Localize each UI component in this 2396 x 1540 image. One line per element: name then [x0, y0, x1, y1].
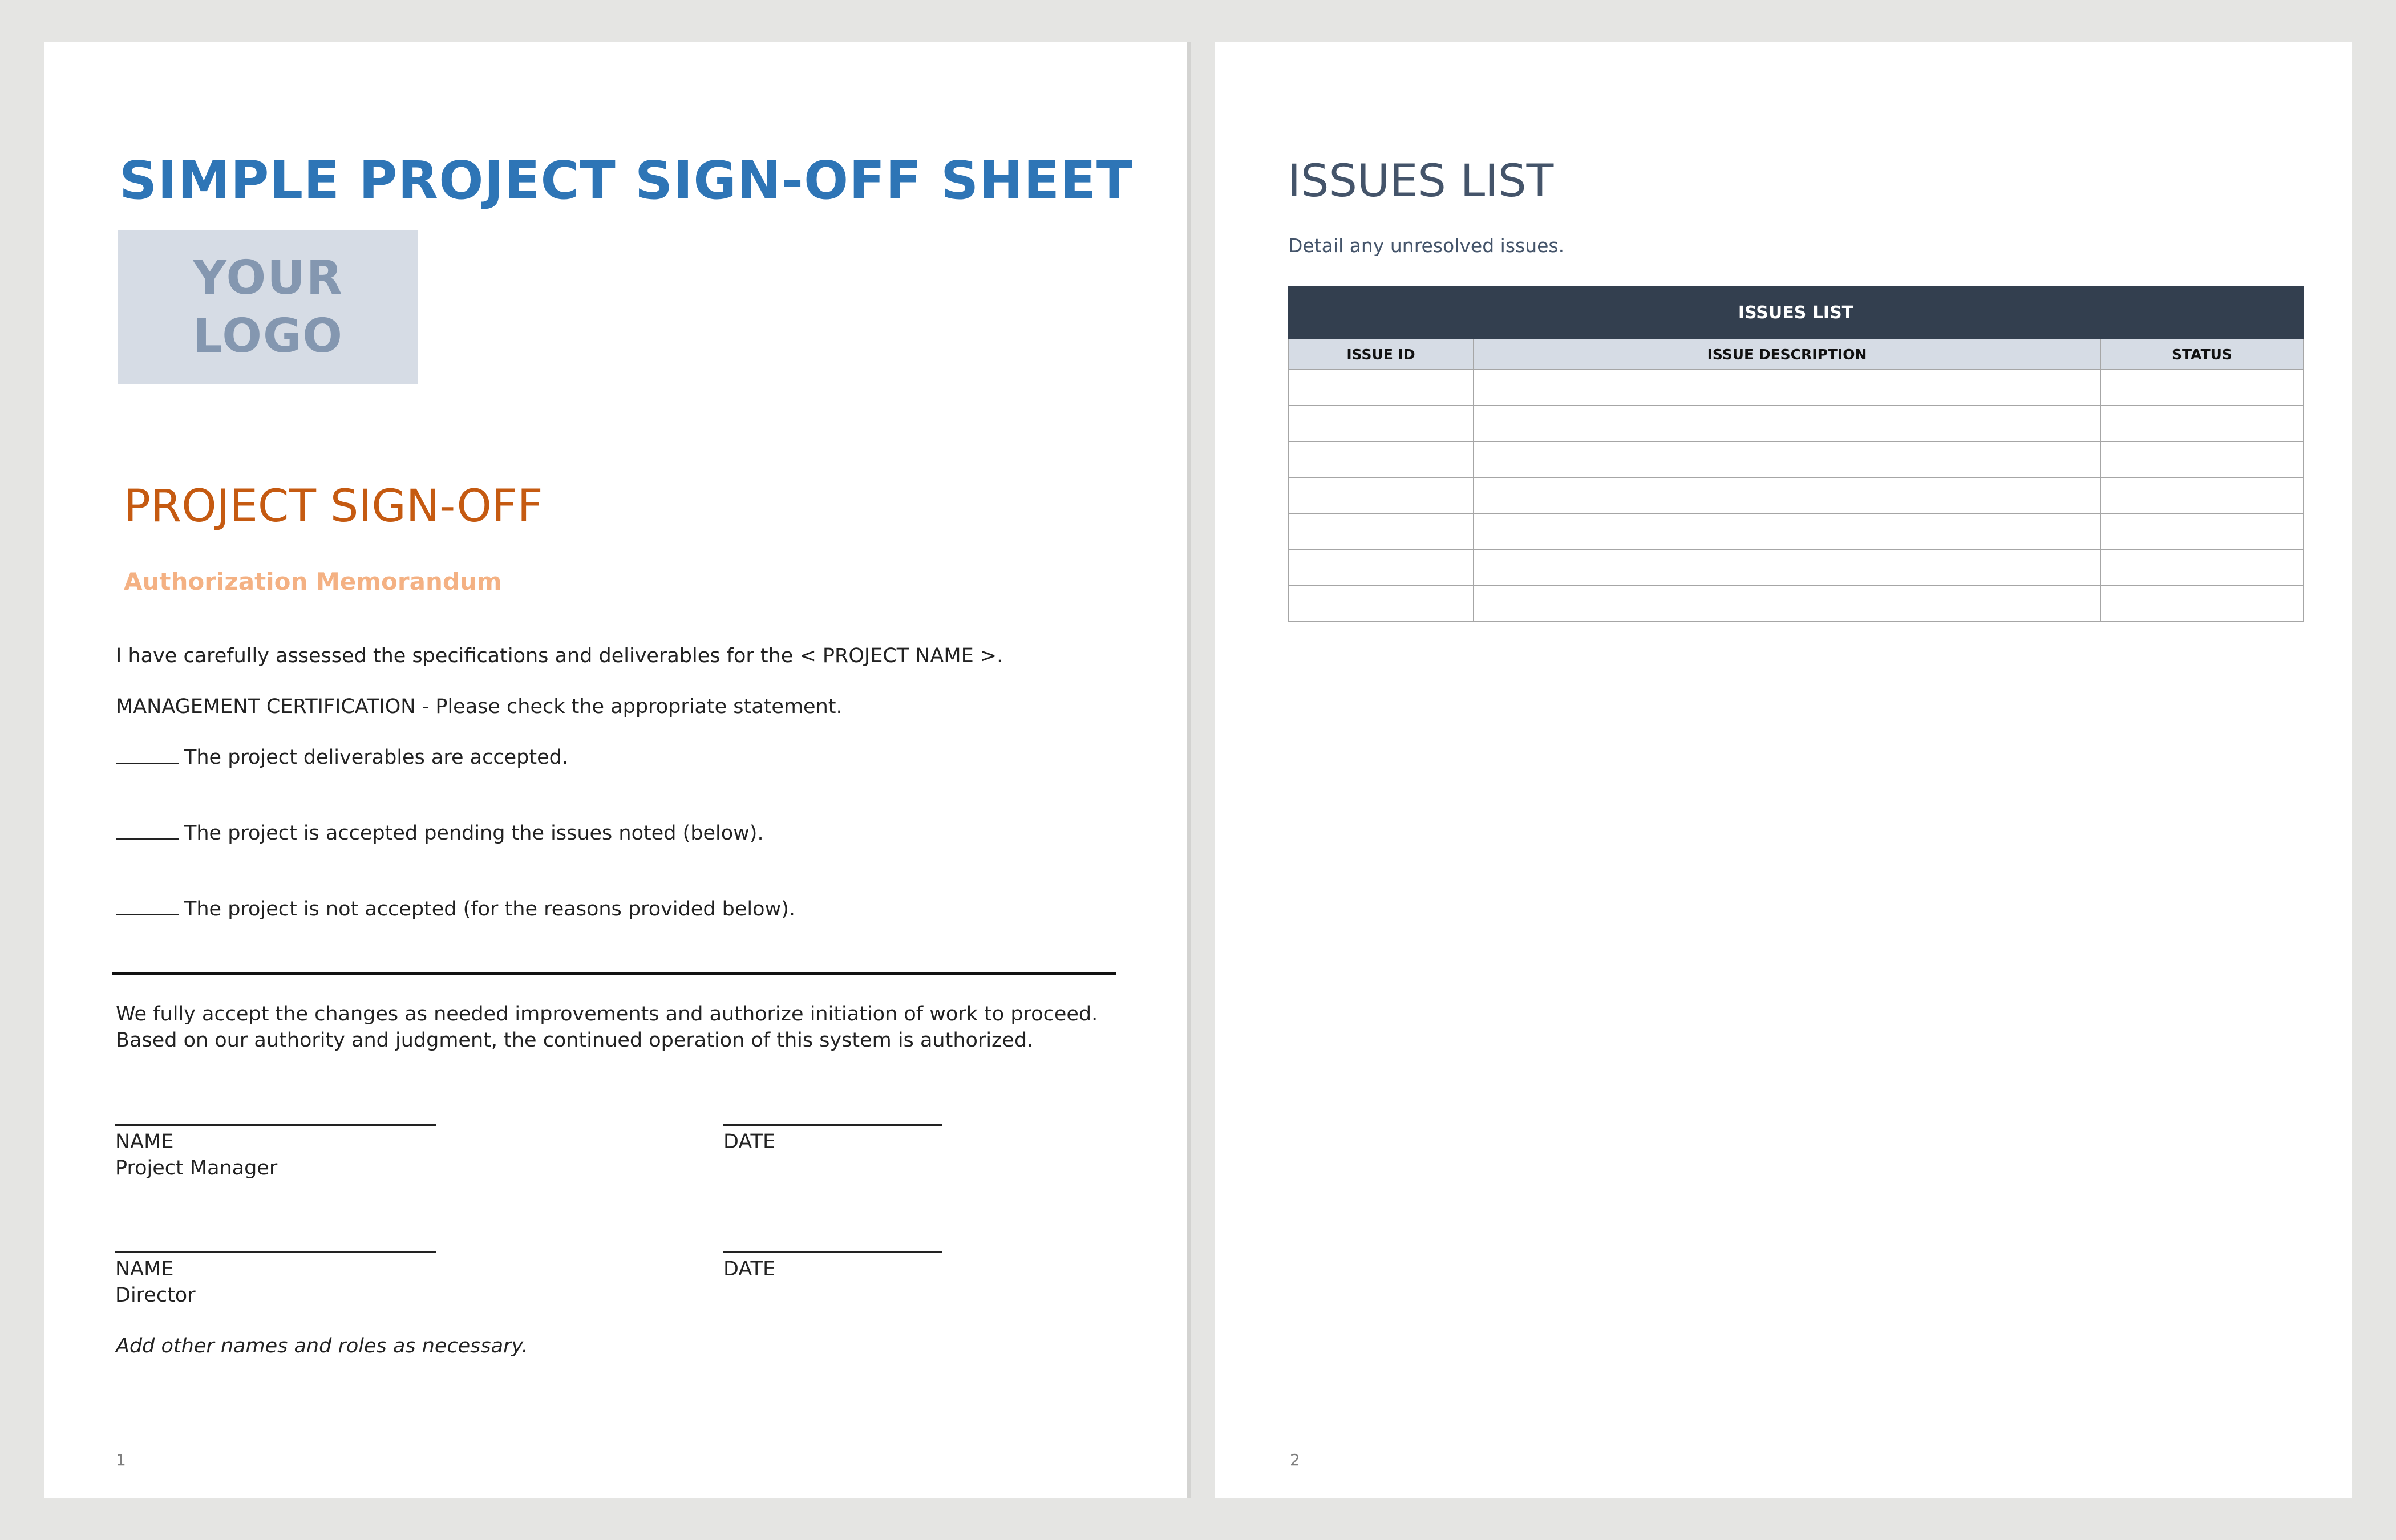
status-cell[interactable]	[2100, 477, 2304, 513]
document-page-1	[44, 42, 1187, 1498]
issue-description-cell[interactable]	[1474, 441, 2100, 477]
column-header-issue-id: ISSUE ID	[1288, 339, 1474, 370]
role-label: Director	[115, 1284, 196, 1307]
role-label: Project Manager	[115, 1157, 278, 1180]
signature-line-director[interactable]	[115, 1251, 436, 1253]
logo-text-line-1: YOUR	[193, 251, 343, 305]
status-cell[interactable]	[2100, 406, 2304, 441]
additional-names-note: Add other names and roles as necessary.	[116, 1335, 528, 1357]
issue-id-cell[interactable]	[1288, 477, 1474, 513]
page-number: 2	[1290, 1450, 1300, 1469]
issue-id-cell[interactable]	[1288, 370, 1474, 406]
status-cell[interactable]	[2100, 513, 2304, 549]
table-row	[1288, 370, 2304, 406]
section-title: PROJECT SIGN-OFF	[124, 481, 543, 532]
checkbox-blank-pending[interactable]	[116, 838, 179, 840]
status-cell[interactable]	[2100, 441, 2304, 477]
subtitle: Authorization Memorandum	[124, 568, 502, 595]
issue-id-cell[interactable]	[1288, 585, 1474, 621]
status-cell[interactable]	[2100, 585, 2304, 621]
page-gap	[1187, 42, 1215, 1498]
issues-list-title: ISSUES LIST	[1288, 156, 1554, 207]
option-label: The project is not accepted (for the reasons provided below).	[184, 898, 795, 921]
checkbox-blank-not-accepted[interactable]	[116, 914, 179, 915]
issue-id-cell[interactable]	[1288, 513, 1474, 549]
issue-id-cell[interactable]	[1288, 441, 1474, 477]
issue-description-cell[interactable]	[1474, 406, 2100, 441]
issues-list-note: Detail any unresolved issues.	[1288, 234, 1565, 257]
assessment-statement: I have carefully assessed the specifications and deliverables for the < PROJECT NAME >.	[116, 645, 1003, 667]
date-line-project-manager[interactable]	[723, 1124, 942, 1126]
name-label: NAME	[115, 1130, 174, 1153]
checkbox-blank-accepted[interactable]	[116, 763, 179, 764]
table-row	[1288, 441, 2304, 477]
option-accepted-pending	[116, 820, 764, 846]
document-page-2	[1215, 42, 2352, 1498]
logo-placeholder[interactable]	[118, 230, 418, 384]
date-label: DATE	[723, 1130, 776, 1153]
date-line-director[interactable]	[723, 1251, 942, 1253]
issue-description-cell[interactable]	[1474, 585, 2100, 621]
table-row	[1288, 513, 2304, 549]
option-not-accepted	[116, 896, 795, 922]
table-row	[1288, 585, 2304, 621]
table-caption: ISSUES LIST	[1288, 286, 2304, 339]
issue-description-cell[interactable]	[1474, 513, 2100, 549]
status-cell[interactable]	[2100, 549, 2304, 585]
document-title: SIMPLE PROJECT SIGN-OFF SHEET	[119, 150, 1133, 211]
option-label: The project deliverables are accepted.	[184, 746, 568, 769]
table-row	[1288, 549, 2304, 585]
logo-text-line-2: LOGO	[192, 309, 344, 363]
issues-table	[1288, 286, 2304, 622]
option-accepted	[116, 744, 568, 771]
acceptance-statement-line-2: Based on our authority and judgment, the continued operation of this system is authorized.	[116, 1029, 1034, 1052]
option-label: The project is accepted pending the issues noted (below).	[184, 822, 764, 845]
certification-statement: MANAGEMENT CERTIFICATION - Please check the appropriate statement.	[116, 695, 843, 718]
issue-description-cell[interactable]	[1474, 477, 2100, 513]
issue-description-cell[interactable]	[1474, 370, 2100, 406]
name-label: NAME	[115, 1258, 174, 1280]
column-header-status: STATUS	[2100, 339, 2304, 370]
issue-id-cell[interactable]	[1288, 406, 1474, 441]
table-row	[1288, 406, 2304, 441]
issue-id-cell[interactable]	[1288, 549, 1474, 585]
page-number: 1	[116, 1450, 126, 1469]
acceptance-statement-line-1: We fully accept the changes as needed improvements and authorize initiation of work to proceed.	[116, 1003, 1098, 1026]
section-divider	[112, 972, 1116, 975]
column-header-issue-description: ISSUE DESCRIPTION	[1474, 339, 2100, 370]
status-cell[interactable]	[2100, 370, 2304, 406]
issues-table-body	[1288, 370, 2304, 621]
signature-line-project-manager[interactable]	[115, 1124, 436, 1126]
date-label: DATE	[723, 1258, 776, 1280]
issue-description-cell[interactable]	[1474, 549, 2100, 585]
table-row	[1288, 477, 2304, 513]
